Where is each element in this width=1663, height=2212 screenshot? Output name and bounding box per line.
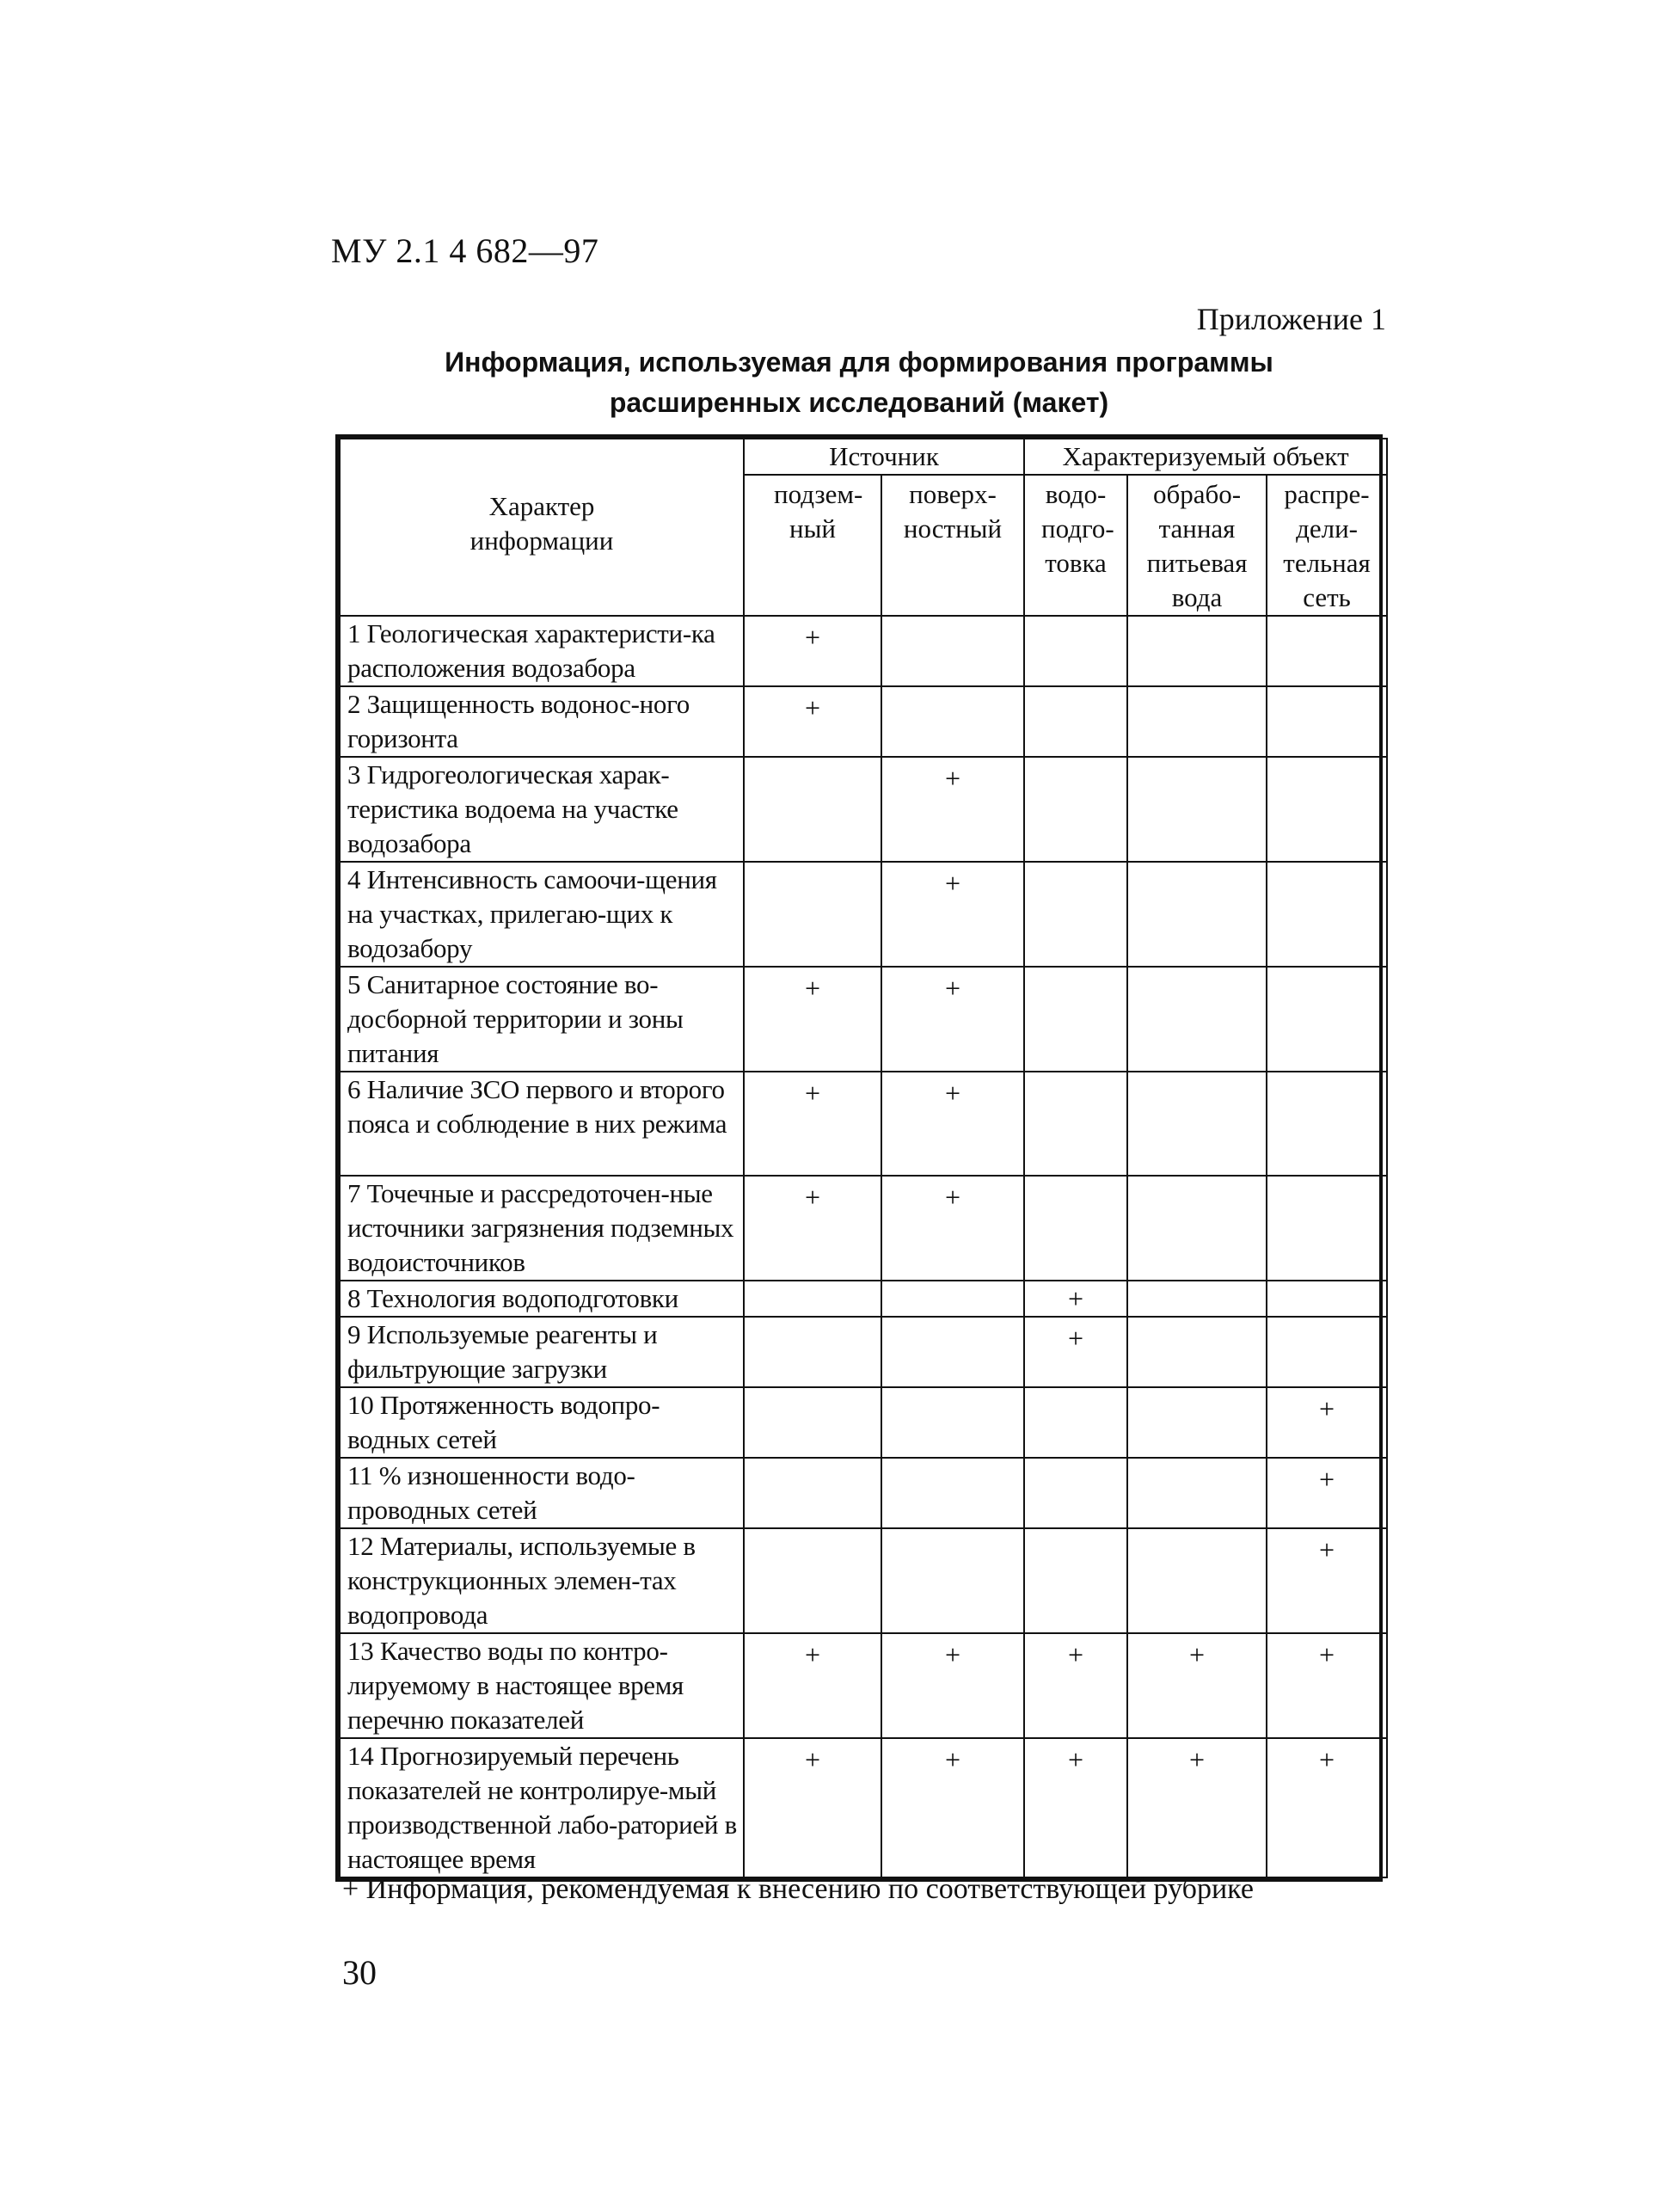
mark-cell xyxy=(744,757,881,862)
mark-cell xyxy=(1024,1528,1127,1633)
mark-cell xyxy=(1267,757,1387,862)
row-info: 12 Материалы, используемые в конструкционных элемен-тах водопровода xyxy=(340,1528,744,1633)
table-row xyxy=(340,862,1387,967)
header-underground-label: подзем-ный xyxy=(774,479,863,544)
document-code: МУ 2.1 4 682—97 xyxy=(331,231,599,270)
mark-cell: + xyxy=(1127,1738,1267,1877)
mark-cell: + xyxy=(1024,1738,1127,1877)
mark-cell: + xyxy=(744,616,881,686)
mark-cell xyxy=(1024,862,1127,967)
mark-cell xyxy=(1127,686,1267,757)
mark-cell xyxy=(881,1387,1024,1458)
mark-cell: + xyxy=(1267,1387,1387,1458)
mark-cell xyxy=(881,1317,1024,1387)
table-grid xyxy=(339,438,1388,1878)
mark-cell xyxy=(1127,616,1267,686)
table-body xyxy=(340,616,1387,1877)
table-header xyxy=(340,439,1387,616)
title-line-1: Информация, используемая для формирования программы xyxy=(445,347,1273,378)
mark-cell: + xyxy=(1267,1458,1387,1528)
mark-cell: + xyxy=(1267,1738,1387,1877)
footnote: + Информация, рекомендуемая к внесению по соответствующей рубрике xyxy=(342,1873,1254,1905)
mark-cell xyxy=(1024,1176,1127,1281)
header-distribution-network-label: распре-дели-тельная сеть xyxy=(1283,479,1371,612)
row-info: 2 Защищенность водонос-ного горизонта xyxy=(340,686,744,757)
mark-cell: + xyxy=(1267,1528,1387,1633)
row-info: 13 Качество воды по контро-лируемому в настоящее время перечню показателей xyxy=(340,1633,744,1738)
mark-cell xyxy=(1024,1387,1127,1458)
row-info: 1 Геологическая характеристи-ка расположения водозабора xyxy=(340,616,744,686)
page-number: 30 xyxy=(342,1953,377,1992)
mark-cell xyxy=(1267,1281,1387,1317)
mark-cell: + xyxy=(1267,1633,1387,1738)
mark-cell: + xyxy=(744,1176,881,1281)
mark-cell xyxy=(1127,1176,1267,1281)
header-group-source: Источник xyxy=(744,439,1024,475)
header-water-treatment-label: водо-подго-товка xyxy=(1041,479,1114,578)
mark-cell xyxy=(1267,1072,1387,1176)
table-row xyxy=(340,1176,1387,1281)
mark-cell: + xyxy=(881,757,1024,862)
mark-cell xyxy=(1127,1281,1267,1317)
mark-cell xyxy=(1267,967,1387,1072)
header-water-treatment xyxy=(1024,475,1127,616)
mark-cell xyxy=(881,1528,1024,1633)
table-row xyxy=(340,967,1387,1072)
mark-cell xyxy=(1024,757,1127,862)
table-row xyxy=(340,686,1387,757)
mark-cell xyxy=(1024,1072,1127,1176)
row-info: 8 Технология водоподготовки xyxy=(340,1281,744,1317)
row-info: 3 Гидрогеологическая харак-теристика водоема на участке водозабора xyxy=(340,757,744,862)
mark-cell: + xyxy=(744,1633,881,1738)
table-row xyxy=(340,757,1387,862)
appendix-label: Приложение 1 xyxy=(1196,302,1386,336)
mark-cell xyxy=(744,1317,881,1387)
mark-cell xyxy=(1127,757,1267,862)
mark-cell xyxy=(1127,1317,1267,1387)
mark-cell xyxy=(1267,686,1387,757)
table-title xyxy=(331,342,1387,423)
table-row xyxy=(340,1281,1387,1317)
table-row xyxy=(340,1458,1387,1528)
table-row xyxy=(340,616,1387,686)
row-info: 14 Прогнозируемый перечень показателей не контролируе-мый производственной лабо-раторией в настоящее время xyxy=(340,1738,744,1877)
mark-cell xyxy=(1127,1528,1267,1633)
title-line-2: расширенных исследований (макет) xyxy=(609,387,1109,418)
mark-cell xyxy=(744,1387,881,1458)
row-info: 4 Интенсивность самоочи-щения на участках, прилегаю-щих к водозабору xyxy=(340,862,744,967)
header-surface-label: поверх-ностный xyxy=(903,479,1003,544)
mark-cell xyxy=(1267,1317,1387,1387)
table-row xyxy=(340,1387,1387,1458)
mark-cell: + xyxy=(1024,1317,1127,1387)
mark-cell: + xyxy=(1024,1633,1127,1738)
header-surface xyxy=(881,475,1024,616)
mark-cell: + xyxy=(744,1072,881,1176)
mark-cell xyxy=(1267,616,1387,686)
mark-cell xyxy=(1267,862,1387,967)
header-treated-water xyxy=(1127,475,1267,616)
mark-cell xyxy=(744,1458,881,1528)
mark-cell: + xyxy=(1024,1281,1127,1317)
mark-cell: + xyxy=(744,967,881,1072)
mark-cell xyxy=(1024,686,1127,757)
mark-cell: + xyxy=(881,1176,1024,1281)
row-info: 7 Точечные и рассредоточен-ные источники загрязнения подземных водоисточников xyxy=(340,1176,744,1281)
mark-cell xyxy=(1024,616,1127,686)
mark-cell xyxy=(1127,1072,1267,1176)
mark-cell: + xyxy=(881,862,1024,967)
header-group-row xyxy=(340,439,1387,475)
table-row xyxy=(340,1528,1387,1633)
mark-cell: + xyxy=(881,967,1024,1072)
table-row xyxy=(340,1072,1387,1176)
information-table xyxy=(335,434,1383,1882)
mark-cell xyxy=(1024,1458,1127,1528)
header-underground xyxy=(744,475,881,616)
mark-cell xyxy=(744,1528,881,1633)
header-group-object: Характеризуемый объект xyxy=(1024,439,1387,475)
mark-cell xyxy=(1127,1387,1267,1458)
mark-cell: + xyxy=(744,686,881,757)
mark-cell: + xyxy=(1127,1633,1267,1738)
row-info: 5 Санитарное состояние во-досборной территории и зоны питания xyxy=(340,967,744,1072)
row-info: 9 Используемые реагенты и фильтрующие загрузки xyxy=(340,1317,744,1387)
mark-cell xyxy=(1127,1458,1267,1528)
mark-cell xyxy=(1127,862,1267,967)
row-info: 10 Протяженность водопро-водных сетей xyxy=(340,1387,744,1458)
header-distribution-network xyxy=(1267,475,1387,616)
row-info: 11 % изношенности водо-проводных сетей xyxy=(340,1458,744,1528)
mark-cell: + xyxy=(744,1738,881,1877)
mark-cell: + xyxy=(881,1633,1024,1738)
mark-cell xyxy=(744,862,881,967)
header-info-type xyxy=(340,439,744,616)
table-row xyxy=(340,1633,1387,1738)
header-info-type-label: Характер информации xyxy=(469,491,614,556)
mark-cell xyxy=(881,616,1024,686)
table-row xyxy=(340,1738,1387,1877)
mark-cell xyxy=(1267,1176,1387,1281)
mark-cell: + xyxy=(881,1072,1024,1176)
table-row xyxy=(340,1317,1387,1387)
mark-cell: + xyxy=(881,1738,1024,1877)
header-treated-water-label: обрабо-танная питьевая вода xyxy=(1146,479,1248,612)
mark-cell xyxy=(744,1281,881,1317)
mark-cell xyxy=(1127,967,1267,1072)
mark-cell xyxy=(881,1281,1024,1317)
row-info: 6 Наличие ЗСО первого и второго пояса и соблюдение в них режима xyxy=(340,1072,744,1176)
mark-cell xyxy=(1024,967,1127,1072)
mark-cell xyxy=(881,686,1024,757)
mark-cell xyxy=(881,1458,1024,1528)
